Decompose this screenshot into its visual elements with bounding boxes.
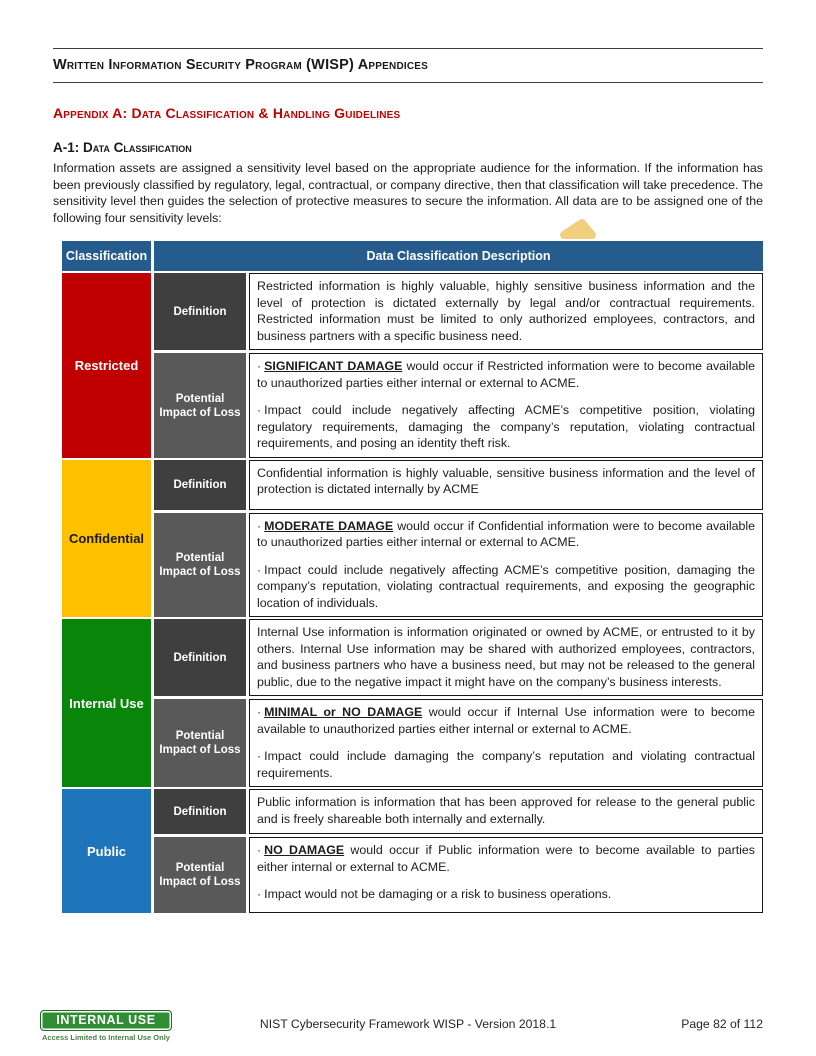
table-row-confidential <box>62 460 763 618</box>
bullet: · <box>257 705 262 720</box>
table-row-internal-use <box>62 619 763 787</box>
impact-item <box>257 562 755 612</box>
impact-item <box>257 842 755 875</box>
definition-label: Definition <box>154 789 246 834</box>
impact-label: Potential Impact of Loss <box>154 837 246 913</box>
internal-use-badge: INTERNAL USE <box>40 1010 172 1031</box>
page-title: Written Information Security Program (WISP) Appendices <box>53 57 429 73</box>
impact-text: would occur if Restricted information were to become available to unauthorized parties either internal or external to ACME. <box>257 359 755 390</box>
impact-text-cell <box>249 353 763 458</box>
impact-item <box>257 886 755 903</box>
classification-name: Public <box>86 843 126 859</box>
table-row-restricted <box>62 273 763 458</box>
bullet: · <box>257 403 262 418</box>
impact-label: Potential Impact of Loss <box>154 699 246 787</box>
impact-lead: SIGNIFICANT DAMAGE <box>264 359 403 374</box>
impact-text: Impact could include negatively affecting ACME’s competitive position, violating regulatory requirements, damaging the company’s reputation, violating contractual requirements, and posing an identity theft risk. <box>257 403 755 451</box>
table-header-description <box>154 241 763 271</box>
impact-text: would occur if Internal Use information were to become available to unauthorized parties either internal or external to ACME. <box>257 705 755 736</box>
impact-lead: MINIMAL or NO DAMAGE <box>264 705 423 720</box>
impact-item <box>257 748 755 781</box>
impact-text: Impact would not be damaging or a risk to business operations. <box>264 887 612 902</box>
bullet: · <box>257 749 262 764</box>
definition-text-cell <box>249 273 763 350</box>
bullet: · <box>257 518 262 533</box>
table-header-classification-label: Classification <box>65 249 148 264</box>
classification-name: Confidential <box>68 531 145 547</box>
definition-text-cell <box>249 619 763 696</box>
classification-cell <box>62 789 151 913</box>
impact-text-cell <box>249 837 763 913</box>
impact-item <box>257 704 755 737</box>
section-heading: A-1: Data Classification <box>53 140 192 155</box>
impact-lead: NO DAMAGE <box>264 843 345 858</box>
classification-cell <box>62 619 151 787</box>
bullet: · <box>257 562 262 577</box>
definition-text: Public information is information that has been approved for release to the general public and is freely shareable both internally and externally. <box>257 795 755 826</box>
definition-text: Confidential information is highly valuable, sensitive business information and the level of protection is dictated internally by ACME <box>257 465 755 497</box>
definition-label: Definition <box>154 619 246 696</box>
impact-text: would occur if Confidential information were to become available to unauthorized parties either internal or external to ACME. <box>257 518 756 550</box>
definition-label: Definition <box>154 273 246 350</box>
definition-label: Definition <box>154 460 246 510</box>
definition-text-cell <box>249 460 763 510</box>
definition-text: Restricted information is highly valuable, highly sensitive business information and the level of protection is dictated externally by legal and/or contractual requirements. Restricted information must be limited to only authorized employees, contractors, and business partners with a specific business need. <box>257 279 755 343</box>
appendix-heading: Appendix A: Data Classification & Handling Guidelines <box>53 105 401 121</box>
table-header-description-label: Data Classification Description <box>366 249 551 264</box>
table-row-public <box>62 789 763 913</box>
table-header-row <box>62 241 763 271</box>
impact-text: would occur if Public information were to become available to parties either internal or external to ACME. <box>257 843 755 874</box>
header-rule-top <box>53 48 763 49</box>
classification-cell <box>62 460 151 618</box>
definition-text: Internal Use information is information originated or owned by ACME, or entrusted to it by others. Internal Use information may be shared with authorized employees, contractors, and business partners who have a business need, but may not be released to the general public, due to the negative impact it might have on the company’s business interests. <box>257 625 755 689</box>
intro-paragraph: Information assets are assigned a sensitivity level based on the appropriate audience for the information. If the information has been previously classified by regulatory, legal, contractual, or company directive, then that classification will take precedence. The sensitivity level then guides the selection of protective measures to secure the information. All data are to be assigned one of the following four sensitivity levels: <box>53 161 763 225</box>
classification-name: Restricted <box>74 358 139 374</box>
table-header-classification <box>62 241 151 271</box>
impact-text: Impact could include negatively affecting ACME’s competitive position, damaging the company’s reputation, violating contractual requirements, and exposing the geographic location of individuals. <box>257 562 755 610</box>
impact-text-cell <box>249 513 763 618</box>
bullet: · <box>257 887 262 902</box>
bullet: · <box>257 359 262 374</box>
classification-cell <box>62 273 151 458</box>
classification-name: Internal Use <box>69 695 144 711</box>
definition-text-cell <box>249 789 763 834</box>
footer-doc-title: NIST Cybersecurity Framework WISP - Version 2018.1 <box>259 1017 557 1031</box>
impact-text: Impact could include damaging the company’s reputation and violating contractual requirements. <box>257 749 755 780</box>
impact-item <box>257 518 755 551</box>
impact-text-cell <box>249 699 763 787</box>
footer-page-number: Page 82 of 112 <box>681 1017 763 1031</box>
bullet: · <box>257 843 262 858</box>
impact-item <box>257 358 755 391</box>
header-rule-bottom <box>53 82 763 83</box>
impact-label: Potential Impact of Loss <box>154 353 246 458</box>
classification-table <box>62 241 763 913</box>
impact-item <box>257 402 755 452</box>
classification-badge <box>40 1010 172 1042</box>
impact-lead: MODERATE DAMAGE <box>264 518 394 533</box>
impact-label: Potential Impact of Loss <box>154 513 246 618</box>
badge-subtext: Access Limited to Internal Use Only <box>42 1033 170 1042</box>
